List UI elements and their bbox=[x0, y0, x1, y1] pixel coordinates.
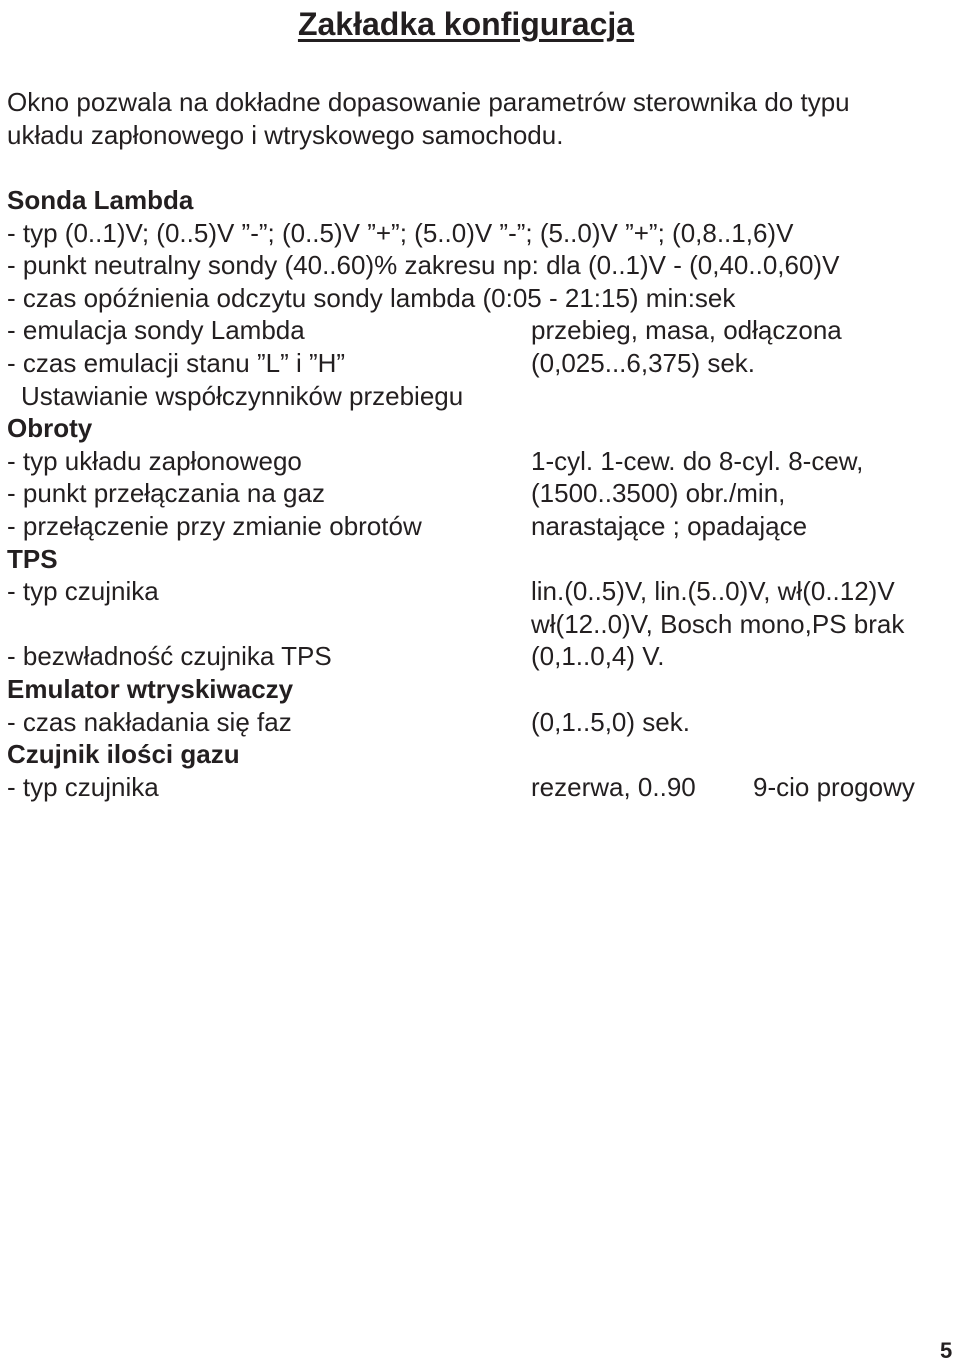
param-value: (1500..3500) obr./min, bbox=[531, 478, 786, 509]
page-title: Zakładka konfiguracja bbox=[297, 6, 635, 42]
rpm-ignition-type bbox=[7, 445, 957, 478]
section-heading-rpm: Obroty bbox=[7, 413, 93, 444]
param-label: - punkt przełączania na gaz bbox=[7, 478, 325, 509]
param-label: - czas emulacji stanu ”L” i ”H” bbox=[7, 347, 346, 378]
lambda-read-delay: - czas opóźnienia odczytu sondy lambda (0:05 - 21:15) min:sek bbox=[7, 282, 736, 313]
lambda-type: - typ (0..1)V; (0..5)V ”-”; (0..5)V ”+”; (5..0)V ”-”; (5..0)V ”+”; (0,8..1,6)V bbox=[7, 217, 794, 248]
lambda-emulation-time bbox=[7, 347, 957, 380]
param-value: 1-cyl. 1-cew. do 8-cyl. 8-cew, bbox=[531, 445, 864, 476]
param-label: - typ czujnika bbox=[7, 576, 159, 607]
param-label: - bezwładność czujnika TPS bbox=[7, 641, 332, 672]
param-label: - przełączenie przy zmianie obrotów bbox=[7, 510, 422, 541]
injector-overlap bbox=[7, 706, 957, 739]
param-label: - emulacja sondy Lambda bbox=[7, 315, 305, 346]
param-value: (0,025...6,375) sek. bbox=[531, 347, 756, 378]
param-value: rezerwa, 0..90 bbox=[531, 771, 696, 802]
section-heading-injector-emulator: Emulator wtryskiwaczy bbox=[7, 673, 294, 704]
lambda-neutral-point: - punkt neutralny sondy (40..60)% zakresu np: dla (0..1)V - (0,40..0,60)V bbox=[7, 250, 840, 281]
lambda-coefficients: Ustawianie współczynników przebiegu bbox=[21, 380, 464, 411]
config-list bbox=[7, 184, 957, 803]
intro-line: Okno pozwala na dokładne dopasowanie parametrów sterownika do typu bbox=[7, 87, 850, 117]
param-label: - typ układu zapłonowego bbox=[7, 445, 302, 476]
intro-line: układu zapłonowego i wtryskowego samochodu. bbox=[7, 120, 564, 150]
param-value: (0,1..5,0) sek. bbox=[531, 706, 690, 737]
tps-sensor-type-continued bbox=[7, 608, 957, 641]
param-label: - czas nakładania się faz bbox=[7, 706, 292, 737]
rpm-switch-change bbox=[7, 510, 957, 543]
rpm-switch-point bbox=[7, 477, 957, 510]
param-value: lin.(0..5)V, lin.(5..0)V, wł(0..12)V bbox=[531, 576, 895, 607]
gas-sensor-type bbox=[7, 771, 957, 804]
param-value: przebieg, masa, odłączona bbox=[531, 315, 842, 346]
page-number: 5 bbox=[940, 1338, 953, 1363]
param-value: wł(12..0)V, Bosch mono,PS brak bbox=[531, 608, 905, 639]
param-value-extra: 9-cio progowy bbox=[753, 771, 915, 802]
lambda-emulation bbox=[7, 314, 957, 347]
section-heading-tps: TPS bbox=[7, 543, 58, 574]
tps-sensor-type bbox=[7, 575, 957, 608]
section-heading-gas-sensor: Czujnik ilości gazu bbox=[7, 739, 240, 770]
param-value: (0,1..0,4) V. bbox=[531, 641, 665, 672]
tps-inertia bbox=[7, 640, 957, 673]
param-label: - typ czujnika bbox=[7, 771, 159, 802]
section-heading-lambda: Sonda Lambda bbox=[7, 185, 194, 215]
intro-paragraph bbox=[7, 86, 850, 152]
param-value: narastające ; opadające bbox=[531, 510, 808, 541]
